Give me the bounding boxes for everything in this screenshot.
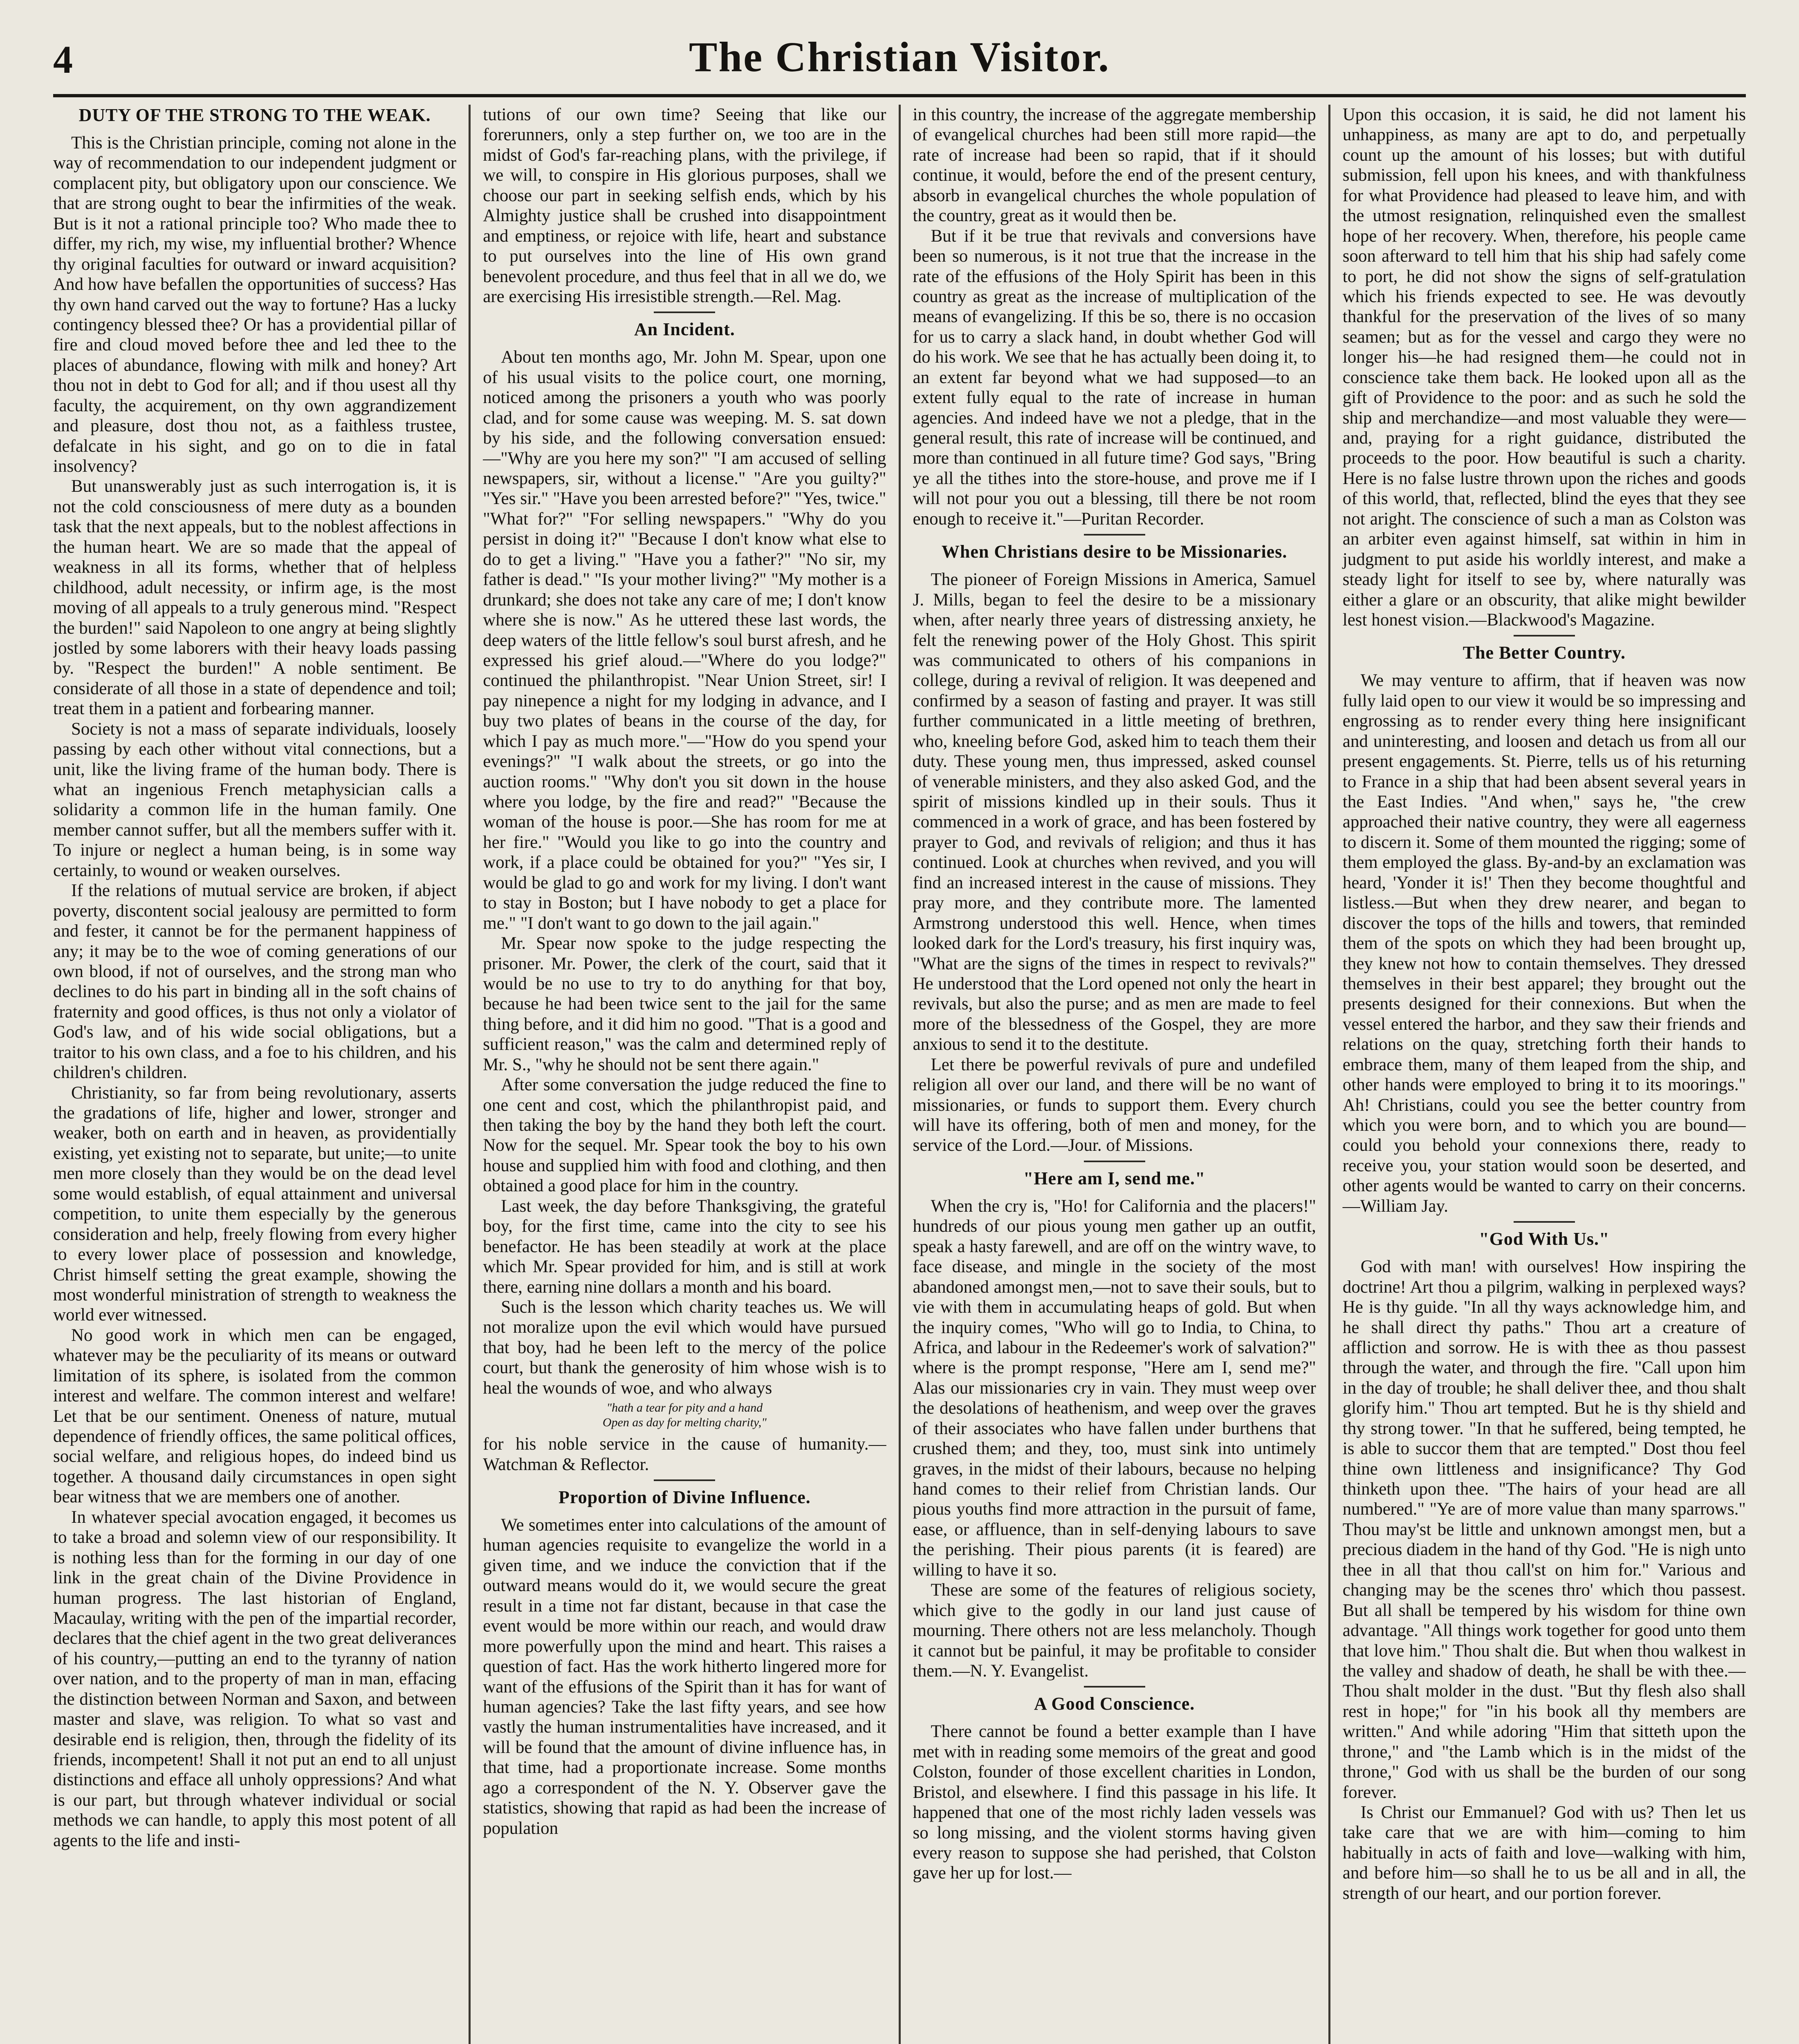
article-heading: The Better Country.	[1463, 643, 1626, 663]
paragraph: This is the Christian principle, coming not alone in the way of recommendation to our independent judgment or complacent pity, but obligatory upon our conscience. We that are strong ought to bear the infirmities of the weak. But is it not a rational principle too? Who made thee to differ, my rich, my wise, my influential brother? Whence thy original faculties for outward or inward acquisition? And how have befallen the opportunities of success? Has thy own hand carved out the way to fortune? Has a lucky contingency blessed thee? Or has a providential pillar of fire and cloud moved before thee and led thee to the places of abundance, flowing with milk and honey? Art thou not in debt to God for all; and if thou usest all thy faculty, the acquirement, on thy own aggrandizement and pleasure, dost thou not, as a faithless trustee, defalcate in his sight, and go on to die in fatal insolvency?	[53, 133, 457, 476]
paragraph: Mr. Spear now spoke to the judge respecting the prisoner. Mr. Power, the clerk of the court, said that it would be no use to try to do anything for that boy, because he had been twice sent to the jail for the same thing before, and it did him no good. "That is a good and sufficient reason," was the calm and determined reply of Mr. S., "why he should not be sent there again."	[483, 934, 886, 1074]
paragraph: Last week, the day before Thanksgiving, the grateful boy, for the first time, came into the city to see his benefactor. He has been steadily at work at the place which Mr. Spear provided for him, and is still at work there, earning nine dollars a month and his board.	[483, 1196, 886, 1297]
article-heading: "Here am I, send me."	[1023, 1168, 1206, 1188]
quoted-verse	[483, 1401, 886, 1430]
divider	[1084, 1686, 1145, 1688]
divider	[1084, 1161, 1145, 1162]
paragraph: Such is the lesson which charity teaches us. We will not moralize upon the evil which would have pursued that boy, had he been left to the mercy of the police court, but thank the generosity of him whose wish is to heal the wounds of woe, and who always	[483, 1297, 886, 1398]
paragraph: tutions of our own time? Seeing that like our forerunners, only a step further on, we too are in the midst of God's far-reaching plans, with the privilege, if we will, to conspire in His glorious purposes, shall we choose our part in seeking selfish ends, which by his Almighty justice shall be crushed into disappointment and emptiness, or rejoice with life, heart and substance to put ourselves into the line of His own grand benevolent procedure, and thus feel that in all we do, we are exercising His irresistible strength.—Rel. Mag.	[483, 105, 886, 306]
paragraph: After some conversation the judge reduced the fine to one cent and cost, which the philanthropist paid, and then taking the boy by the hand they both left the court. Now for the sequel. Mr. Spear took the boy to his own house and supplied him with food and clothing, and then obtained a good place for him in the country.	[483, 1075, 886, 1196]
verse-line: "hath a tear for pity and a hand	[606, 1401, 763, 1415]
paragraph: for his noble service in the cause of humanity.—Watchman & Reflector.	[483, 1434, 886, 1474]
column-4	[1330, 105, 1746, 2044]
paragraph: No good work in which men can be engaged, whatever may be the peculiarity of its means or outward limitation of its sphere, is isolated from the common interest and welfare. The common interest and welfare! Let that be our sentiment. Oneness of nature, mutual dependence of friendly offices, the same political offices, social welfare, and religious hopes, do indeed bind us together. A thousand daily circumstances in open sight bear witness that we are members one of another.	[53, 1325, 457, 1507]
paragraph: Society is not a mass of separate individuals, loosely passing by each other without vital connections, but a unit, like the living frame of the human body. There is what an ingenious French metaphysician calls a solidarity a common life in the human family. One member cannot suffer, but all the members suffer with it. To injure or neglect a human being, is in some way certainly, to wound or weaken ourselves.	[53, 719, 457, 880]
paragraph: In whatever special avocation engaged, it becomes us to take a broad and solemn view of our responsibility. It is nothing less than for the forming in our day of one link in the great chain of the Divine Providence in human progress. The last historian of England, Macaulay, writing with the pen of the impartial recorder, declares that the chief agent in the two great deliverances of his country,—putting an end to the tyranny of nation over nation, and to the property of man in man, effacing the distinction between Norman and Saxon, and between master and slave, was religion. To what so vast and desirable end is religion, then, through the fidelity of its friends, incompetent! Shall it not put an end to all unjust distinctions and efface all unholy oppressions? And what is our part, but through whatever individual or social methods we can handle, to apply this most potent of all agents to the life and insti-	[53, 1507, 457, 1850]
article-heading: Proportion of Divine Influence.	[558, 1487, 811, 1507]
paragraph: There cannot be found a better example than I have met with in reading some memoirs of the great and good Colston, founder of those excellent charities in London, Bristol, and elsewhere. I find this passage in his life. It happened that one of the most richly laden vessels was so long missing, and the violent storms having given every reason to suppose she had perished, that Colston gave her up for lost.—	[913, 1722, 1316, 1883]
paragraph: Christianity, so far from being revolutionary, asserts the gradations of life, higher and lower, stronger and weaker, both on earth and in heaven, as providentially existing, yet existing not to separate, but unite;—to unite men more closely than they would be on the dead level some would establish, of equal attainment and universal competition, to unite them especially by the generous consideration and help, freely flowing from every higher to every lower place of possession and knowledge, Christ himself setting the great example, showing the most wonderful ministration of strength to weakness the world ever witnessed.	[53, 1083, 457, 1325]
paragraph: If the relations of mutual service are broken, if abject poverty, discontent social jealousy are permitted to form and fester, it cannot be for the permanent happiness of any; it may be to the woe of coming generations of our own blood, if not of ourselves, and the strong man who declines to do his part in binding all in the soft chains of fraternity and good offices, is thus not only a violator of God's law, and of his wide social obligations, but a traitor to his own class, and a foe to his children, and his children's children.	[53, 881, 457, 1083]
column-1	[53, 105, 471, 2044]
paragraph: Upon this occasion, it is said, he did not lament his unhappiness, as many are apt to do, and perpetually count up the amount of his losses; but with dutiful submission, fell upon his knees, and with thankfulness for what Providence had pleased to leave him, and with the utmost resignation, relinquished even the smallest hope of her recovery. When, therefore, his people came soon afterward to tell him that his ship had safely come to port, he did not show the signs of self-gratulation which his friends expected to see. He was devoutly thankful for the preservation of the lives of so many seamen; but as for the vessel and cargo they were no longer his—he had resigned them—he could not in conscience take them back. He looked upon all as the gift of Providence to the poor: and as such he sold the ship and merchandize—and most valuable they were—and, praying for a right guidance, distributed the proceeds to the poor. How beautiful is such a charity. Here is no false lustre thrown upon the riches and goods of this world, that, reflected, blind the eyes that they see not aright. The conscience of such a man as Colston was an arbiter even against himself, sat within in him in judgment to put aside his worldly interest, and make a steady light for itself to see by, where naturally was either a glare or an obscurity, that alike might bewilder lest honest vision.—Blackwood's Magazine.	[1342, 105, 1746, 630]
paragraph: These are some of the features of religious society, which give to the godly in our land just cause of mourning. There others not are less melancholy. Though it cannot but be painful, it may be profitable to consider them.—N. Y. Evangelist.	[913, 1580, 1316, 1681]
paragraph: But unanswerably just as such interrogation is, it is not the cold consciousness of mere duty as a bounden task that the next appeals, but to the noblest affections in the human heart. We are so made that the appeal of weakness in all its forms, whether that of helpless childhood, adult necessity, or infirm age, is the most moving of all appeals to a truly generous mind. "Respect the burden!" said Napoleon to one angry at being slightly jostled by some laborers with their heavy loads passing by. "Respect the burden!" A noble sentiment. Be considerate of all those in a state of dependence and toil; treat them in a patient and forbearing manner.	[53, 477, 457, 719]
divider	[654, 312, 715, 313]
paragraph: We sometimes enter into calculations of the amount of human agencies requisite to evangelize the world in a given time, and we induce the conviction that if the outward means would do it, we would secure the great result in a time not far distant, because in that case the event would be more within our reach, and would draw more powerfully upon the mind and heart. This raises a question of fact. Has the work hitherto lingered more for want of the effusions of the Spirit than it has for want of human agencies? Take the last fifty years, and see how vastly the human instrumentalities have increased, and it will be found that the amount of divine influence has, in that time, had a proportionate increase. Some months ago a correspondent of the N. Y. Observer gave the statistics, showing that rapid as had been the increase of population	[483, 1515, 886, 1838]
article-heading: An Incident.	[634, 319, 735, 340]
verse-line: Open as day for melting charity,"	[602, 1416, 767, 1430]
paragraph: Is Christ our Emmanuel? God with us? Then let us take care that we are with him—coming to him habitually in acts of faith and love—walking with him, and before him—so shall he to us be all and in all, the strength of our heart, and our portion forever.	[1342, 1803, 1746, 1903]
paragraph: The pioneer of Foreign Missions in America, Samuel J. Mills, began to feel the desire to be a missionary when, after nearly three years of distressing anxiety, he felt the renewing power of the Holy Ghost. This spirit was communicated to others of his companions in college, during a revival of religion. It was deepened and confirmed by a season of fasting and prayer. It was still further communicated in a little meeting of brethren, who, kneeling before God, asked him to teach them their duty. These young men, thus impressed, asked counsel of venerable ministers, and they also asked God, and the spirit of missions kindled up in their souls. Thus it commenced in a work of grace, and has been fostered by prayer to God, and revivals of religion; and thus it has continued. Look at churches when revived, and you will find an increased interest in the cause of missions. They pray more, and they contribute more. The lamented Armstrong understood this well. Hence, when times looked dark for the Lord's treasury, his first inquiry was, "What are the signs of the times in respect to revivals?" He understood that the Lord opened not only the heart in revivals, but also the purse; and as men are made to feel more of the blessedness of the Gospel, they are more anxious to send it to the destitute.	[913, 570, 1316, 1054]
paragraph: Let there be powerful revivals of pure and undefiled religion all over our land, and there will be no want of missionaries, or funds to support them. Every church will have its offering, both of men and money, for the service of the Lord.—Jour. of Missions.	[913, 1055, 1316, 1155]
column-3	[901, 105, 1330, 2044]
divider	[1514, 635, 1575, 637]
article-heading: "God With Us."	[1479, 1229, 1610, 1249]
paragraph: But if it be true that revivals and conversions have been so numerous, is it not true that the increase in the rate of the effusions of the Holy Spirit has been in this country as great as the increase of multiplication of the means of evangelizing. If this be so, there is no occasion for us to carry a slack hand, in doubt whether God will do his work. We see that he has actually been doing it, to an extent far beyond what we had supposed—to an extent fully equal to the rate of increase in human agencies. And indeed have we not a pledge, that in the general result, this rate of increase will be continued, and more than continued in all future time? God says, "Bring ye all the tithes into the store-house, and prove me if I will not pour you out a blessing, till there be not room enough to receive it."—Puritan Recorder.	[913, 226, 1316, 529]
article-heading: DUTY OF THE STRONG TO THE WEAK.	[79, 105, 431, 125]
newspaper-title: The Christian Visitor.	[689, 34, 1110, 81]
paragraph: in this country, the increase of the aggregate membership of evangelical churches had been still more rapid—the rate of increase had been so rapid, that if it should continue, it would, before the end of the present century, absorb in evangelical churches the whole population of the country, great as it would then be.	[913, 105, 1316, 226]
divider	[1084, 534, 1145, 536]
column-2	[471, 105, 900, 2044]
article-heading: When Christians desire to be Missionaries.	[941, 542, 1288, 562]
paragraph: About ten months ago, Mr. John M. Spear, upon one of his usual visits to the police court, one morning, noticed among the prisoners a youth who was poorly clad, and for some cause was weeping. M. S. sat down by his side, and the following conversation ensued:—"Why are you here my son?" "I am accused of selling newspapers, sir, without a license." "Are you guilty?" "Yes sir." "Have you been arrested before?" "Yes, twice." "What for?" "For selling newspapers." "Why do you persist in doing it?" "Because I don't know what else to do to get a living." "Have you a father?" "No sir, my father is dead." "Is your mother living?" "My mother is a drunkard; she does not take any care of me; I don't know where she is now." As he uttered these last words, the deep waters of the little fellow's soul burst afresh, and he expressed his grief aloud.—"Where do you lodge?" continued the philanthropist. "Near Union Street, sir! I pay ninepence a night for my lodging in advance, and I buy two plates of beans in the course of the day, for which I pay as much more."—"How do you spend your evenings?" "I walk about the streets, or go into the auction rooms." "Why don't you sit down in the house where you lodge, by the fire and read?" "Because the woman of the house is poor.—She has room for me at her fire." "Would you like to go into the country and work, if a place could be obtained for you?" "Yes sir, I would be glad to go and work for my living. I don't want to stay in Boston; but I have nobody to get a place for me." "I don't want to go down to the jail again."	[483, 347, 886, 933]
page-number: 4	[53, 38, 73, 81]
divider	[1514, 1221, 1575, 1223]
columns	[53, 105, 1746, 2044]
article-heading: A Good Conscience.	[1034, 1694, 1195, 1714]
paragraph: God with man! with ourselves! How inspiring the doctrine! Art thou a pilgrim, walking in perplexed ways? He is thy guide. "In all thy ways acknowledge him, and he shall direct thy paths." Thou art a creature of affliction and sorrow. He is with thee as thou passest through the water, and through the fire. "Call upon him in the day of trouble; he shall deliver thee, and thou shalt glorify him." Thou art tempted. But he is thy shield and thy strong tower. "In that he suffered, being tempted, he is able to succor them that are tempted." Dost thou feel thine own littleness and insignificance? Thy God thinketh upon thee. "The hairs of your head are all numbered." "Ye are of more value than many sparrows." Thou may'st be little and unknown amongst men, but a precious diadem in the hand of thy God. "He is nigh unto thee in all that thou call'st on him for." Various and changing may be the scenes thro' which thou passest. But all shall be tempered by his wisdom for thine own advantage. "All things work together for good unto them that love him." Thou shalt die. But when thou walkest in the valley and shadow of death, he shall be with thee.—Thou shalt molder in the dust. "But thy flesh also shall rest in hope;" for "in his book all thy members are written." And while adoring "Him that sitteth upon the throne," and "the Lamb which is in the midst of the throne," God with us shall be the burden of our song forever.	[1342, 1257, 1746, 1802]
masthead	[53, 33, 1746, 97]
paragraph: When the cry is, "Ho! for California and the placers!" hundreds of our pious young men gather up an outfit, speak a hasty farewell, and are off on the wintry wave, to face disease, and mingle in the society of the most abandoned amongst men,—not to save their souls, but to vie with them in accumulating heaps of gold. But when the inquiry comes, "Who will go to India, to China, to Africa, and labour in the Redeemer's work of salvation?" where is the prompt response, "Here am I, send me?" Alas our missionaries cry in vain. They must weep over the desolations of heathenism, and weep over the graves of their associates who have fallen under burthens that crushed them; and they, too, must sink into untimely graves, in the midst of their labours, because no helping hand comes to their relief from Christian lands. Our pious youths find more attraction in the pursuit of fame, ease, or affluence, than in self-denying labours to save the perishing. Their pious parents (it is feared) are willing to have it so.	[913, 1196, 1316, 1580]
divider	[654, 1479, 715, 1481]
paragraph: We may venture to affirm, that if heaven was now fully laid open to our view it would be so impressing and engrossing as to render every thing here insignificant and uninteresting, and loosen and detach us from all our present engagements. St. Pierre, tells us of his returning to France in a ship that had been absent several years in the East Indies. "And when," says he, "the crew approached their native country, they were all eagerness to discern it. Some of them mounted the rigging; some of them employed the glass. By-and-by an exclamation was heard, 'Yonder it is!' Then they become thoughtful and listless.—But when they drew nearer, and began to discover the tops of the hills and towers, that reminded them of the spots on which they had been brought up, they knew not how to contain themselves. They dressed themselves in their best apparel; they brought out the presents designed for their connexions. But when the vessel entered the harbor, and they saw their friends and relations on the quay, stretching forth their hands to embrace them, many of them leaped from the ship, and other hands were employed to bring it to its moorings." Ah! Christians, could you see the better country from which you were born, and to which you are bound—could you behold your connexions there, ready to receive you, your station would soon be deserted, and other agents would be wanted to carry on their concerns.—William Jay.	[1342, 671, 1746, 1216]
